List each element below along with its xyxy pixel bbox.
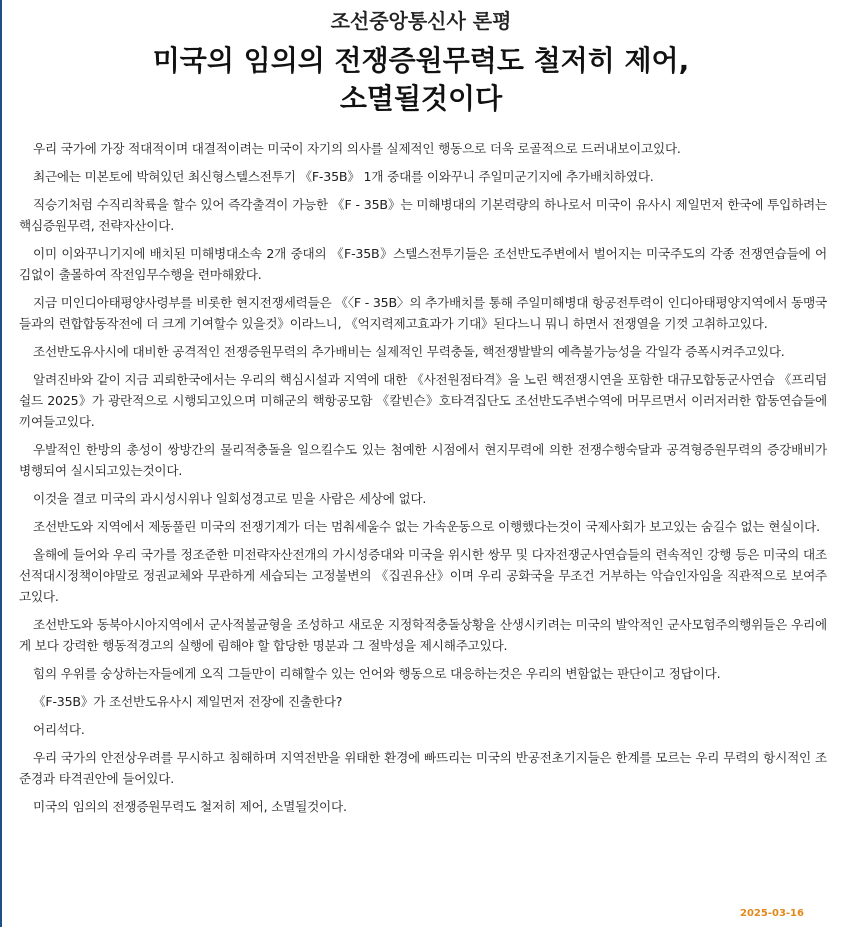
paragraph: 어리석다. bbox=[33, 722, 85, 737]
paragraph: 직승기처럼 수직리착륙을 할수 있어 즉각출격이 가능한 《F - 35B》는 미해병대의 기본력량의 하나로서 미국이 유사시 제일먼저 한국에 투입하려는 핵심증원무력, 전략자산이다. bbox=[19, 197, 827, 233]
title-line-2: 소멸될것이다 bbox=[339, 82, 503, 115]
paragraph: 조선반도유사시에 대비한 공격적인 전쟁증원무력의 추가배비는 실제적인 무력충돌, 핵전쟁발발의 예측불가능성을 각일각 증폭시켜주고있다. bbox=[33, 344, 785, 359]
left-border bbox=[0, 0, 2, 927]
paragraph: 우발적인 한방의 총성이 쌍방간의 물리적충돌을 일으킬수도 있는 첨예한 시점에서 현지무력에 의한 전쟁수행숙달과 공격형증원무력의 증강배비가 병행되여 실시되고있는것이다. bbox=[19, 442, 827, 478]
paragraph: 《F-35B》가 조선반도유사시 제일먼저 전장에 진출한다? bbox=[33, 694, 343, 709]
paragraph: 이것을 결코 미국의 과시성시위나 일회성경고로 믿을 사람은 세상에 없다. bbox=[33, 491, 427, 506]
paragraph: 우리 국가에 가장 적대적이며 대결적이려는 미국이 자기의 의사를 실제적인 행동으로 더욱 로골적으로 드러내보이고있다. bbox=[33, 141, 681, 156]
paragraph: 올해에 들어와 우리 국가를 정조준한 미전략자산전개의 가시성증대와 미국을 위시한 쌍무 및 다자전쟁군사연습들의 련속적인 강행 등은 미국의 대조선적대시정책이야말로 정권교체와 무관하게 세습되는 고정불변의 《집권유산》이며 우리 공화국을 무조건 거부하는 악습인자임을 직관적으로 보여주고있다. bbox=[19, 547, 827, 604]
paragraph: 우리 국가의 안전상우려를 무시하고 침해하며 지역전반을 위태한 환경에 빠뜨리는 미국의 반공전초기지들은 한계를 모르는 우리 무력의 항시적인 조준경과 타격권안에 들어있다. bbox=[19, 750, 827, 786]
article-title bbox=[0, 42, 842, 118]
paragraph: 조선반도와 동북아시아지역에서 군사적불균형을 조성하고 새로운 지정학적충돌상황을 산생시키려는 미국의 발악적인 군사모험주의행위들은 우리에게 보다 강력한 행동적경고의 실행에 림해야 할 합당한 명분과 그 절박성을 제시해주고있다. bbox=[19, 617, 827, 653]
paragraph: 미국의 임의의 전쟁증원무력도 철저히 제어, 소멸될것이다. bbox=[33, 799, 347, 814]
paragraph: 알려진바와 같이 지금 괴뢰한국에서는 우리의 핵심시설과 지역에 대한 《사전원점타격》을 노린 핵전쟁시연을 포함한 대규모합동군사연습 《프리덤 쉴드 2025》가 광란적으로 시행되고있으며 미해군의 핵항공모함 《칼빈슨》호타격집단도 조선반도주변수역에 머무르면서 이러저러한 합동연습들에 끼여들고있다. bbox=[19, 372, 827, 429]
article-header bbox=[0, 0, 842, 118]
article-body bbox=[19, 138, 827, 824]
paragraph: 이미 이와꾸니기지에 배치된 미해병대소속 2개 중대의 《F-35B》스텔스전투기들은 조선반도주변에서 벌어지는 미국주도의 각종 전쟁연습들에 어김없이 출몰하여 작전임무수행을 련마해왔다. bbox=[19, 246, 827, 282]
paragraph: 지금 미인디아태평양사령부를 비롯한 현지전쟁세력들은 《〈F - 35B〉의 추가배치를 통해 주일미해병대 항공전투력이 인디아태평양지역에서 동맹국들과의 련합합동작전에 더 크게 기여할수 있을것》이라느니, 《억지력제고효과가 기대》된다느니 뭐니 하면서 전쟁열을 기껏 고취하고있다. bbox=[19, 295, 828, 331]
news-source: 조선중앙통신사 론평 bbox=[330, 9, 512, 33]
paragraph: 조선반도와 지역에서 제동풀린 미국의 전쟁기계가 더는 멈춰세울수 없는 가속운동으로 이행했다는것이 국제사회가 보고있는 숨길수 없는 현실이다. bbox=[33, 519, 820, 534]
paragraph: 최근에는 미본토에 박혀있던 최신형스텔스전투기 《F-35B》 1개 중대를 이와꾸니 주일미군기지에 추가배치하였다. bbox=[33, 169, 654, 184]
paragraph: 힘의 우위를 숭상하는자들에게 오직 그들만이 리해할수 있는 언어와 행동으로 대응하는것은 우리의 변함없는 판단이고 정답이다. bbox=[33, 666, 721, 681]
title-line-1: 미국의 임의의 전쟁증원무력도 철저히 제어, bbox=[152, 44, 690, 77]
publish-date: 2025-03-16 bbox=[740, 908, 804, 919]
